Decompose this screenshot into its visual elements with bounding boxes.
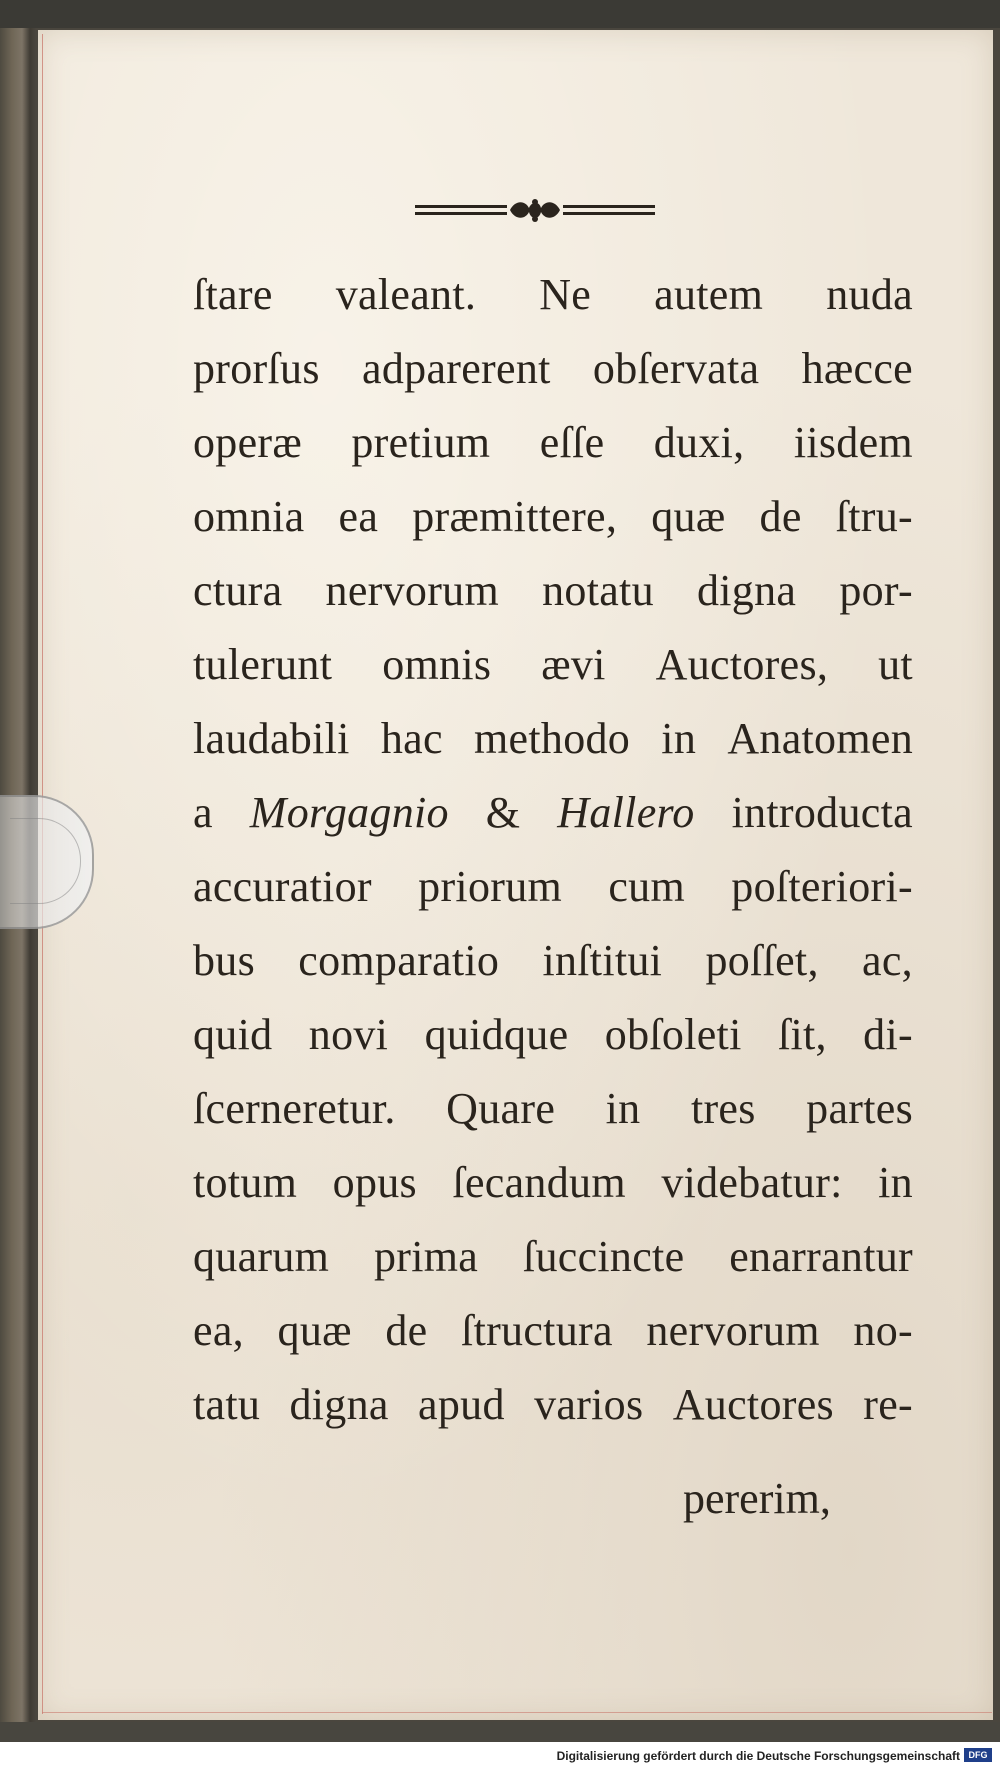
text-word: no- (853, 1306, 913, 1355)
text-line (193, 332, 913, 406)
text-word: digna (289, 1380, 389, 1429)
text-word: prorſus (193, 344, 320, 393)
text-word: de (385, 1306, 428, 1355)
text-word: ac, (862, 936, 913, 985)
text-word: introducta (731, 788, 913, 837)
text-word: in (661, 714, 697, 763)
text-word: a (193, 788, 213, 837)
text-word: nervorum (325, 566, 499, 615)
text-word: apud (418, 1380, 505, 1429)
text-word: Quare (446, 1084, 556, 1133)
text-word: prima (374, 1232, 479, 1281)
text-line (193, 554, 913, 628)
text-line (193, 628, 913, 702)
text-word: adparerent (362, 344, 551, 393)
text-line (193, 480, 913, 554)
text-word: Ne (539, 270, 592, 319)
book-cover-top (0, 0, 1000, 28)
text-word: ſuccincte (522, 1232, 685, 1281)
text-word: nuda (826, 270, 913, 319)
text-word: de (759, 492, 802, 541)
text-line (193, 1368, 913, 1442)
text-word: partes (806, 1084, 913, 1133)
text-word: cum (608, 862, 685, 911)
text-word: totum (193, 1158, 298, 1207)
text-word: omnis (382, 640, 492, 689)
text-word: iisdem (793, 418, 913, 467)
text-word: operæ (193, 418, 303, 467)
text-word: priorum (418, 862, 563, 911)
text-word: hac (380, 714, 443, 763)
text-word: in (605, 1084, 641, 1133)
text-word: accuratior (193, 862, 372, 911)
text-word: duxi, (653, 418, 745, 467)
dfg-logo: DFG (964, 1748, 992, 1762)
body-text (193, 258, 913, 1442)
text-word: eſſe (539, 418, 605, 467)
text-word: ctura (193, 566, 283, 615)
text-word: ea (338, 492, 379, 541)
text-word: pretium (351, 418, 491, 467)
text-word: nervorum (646, 1306, 820, 1355)
text-word: di- (863, 1010, 913, 1059)
text-word: notatu (542, 566, 654, 615)
text-word: digna (696, 566, 797, 615)
text-word: comparatio (298, 936, 500, 985)
text-line (193, 850, 913, 924)
text-word: obſervata (592, 344, 760, 393)
text-word: poſſet, (705, 936, 819, 985)
book-cover-bottom (0, 1722, 1000, 1742)
text-word: obſoleti (604, 1010, 742, 1059)
text-line (193, 1294, 913, 1368)
text-word: Hallero (557, 788, 695, 837)
text-word: ſtare (193, 270, 273, 319)
catchword: pererim, (683, 1474, 831, 1523)
text-word: præmittere, (412, 492, 618, 541)
text-line (193, 924, 913, 998)
text-word: ſcerneretur. (193, 1084, 396, 1133)
footer-credit: Digitalisierung gefördert durch die Deutsche Forschungsgemeinschaft (556, 1749, 960, 1763)
text-line (193, 1146, 913, 1220)
text-word: quidque (424, 1010, 569, 1059)
text-word: tres (690, 1084, 756, 1133)
ornament-rule-icon (415, 196, 655, 226)
text-word: varios (534, 1380, 644, 1429)
text-word: ſtru- (835, 492, 913, 541)
text-word: por- (839, 566, 913, 615)
text-word: novi (308, 1010, 389, 1059)
text-word: laudabili (193, 714, 350, 763)
text-word: quæ (651, 492, 726, 541)
text-word: ſecandum (452, 1158, 626, 1207)
text-word: Anatomen (727, 714, 913, 763)
text-word: quæ (277, 1306, 352, 1355)
text-word: autem (654, 270, 764, 319)
text-word: in (878, 1158, 913, 1207)
text-word: ævi (541, 640, 606, 689)
text-word: videbatur: (661, 1158, 843, 1207)
page-edge-line-bottom (42, 1712, 992, 1713)
text-line (193, 998, 913, 1072)
text-line (193, 1072, 913, 1146)
text-line (193, 702, 913, 776)
text-word: opus (332, 1158, 417, 1207)
text-word: & (485, 788, 521, 837)
text-word: quarum (193, 1232, 330, 1281)
text-word: enarrantur (729, 1232, 913, 1281)
text-word: inſtitui (542, 936, 663, 985)
text-word: ea, (193, 1306, 244, 1355)
text-word: tatu (193, 1380, 261, 1429)
text-word: re- (863, 1380, 913, 1429)
text-line (193, 1220, 913, 1294)
text-word: bus (193, 936, 256, 985)
text-word: Auctores, (655, 640, 829, 689)
text-word: Morgagnio (249, 788, 449, 837)
text-word: quid (193, 1010, 273, 1059)
text-word: Auctores (672, 1380, 834, 1429)
text-word: valeant. (335, 270, 477, 319)
text-word: tulerunt (193, 640, 333, 689)
text-word: omnia (193, 492, 305, 541)
text-word: ſit, (777, 1010, 827, 1059)
text-line (193, 776, 913, 850)
text-word: ſtructura (461, 1306, 613, 1355)
text-word: ut (878, 640, 913, 689)
text-word: hæcce (801, 344, 913, 393)
text-line (193, 406, 913, 480)
text-word: poſteriori- (731, 862, 913, 911)
text-word: methodo (474, 714, 631, 763)
text-line (193, 258, 913, 332)
